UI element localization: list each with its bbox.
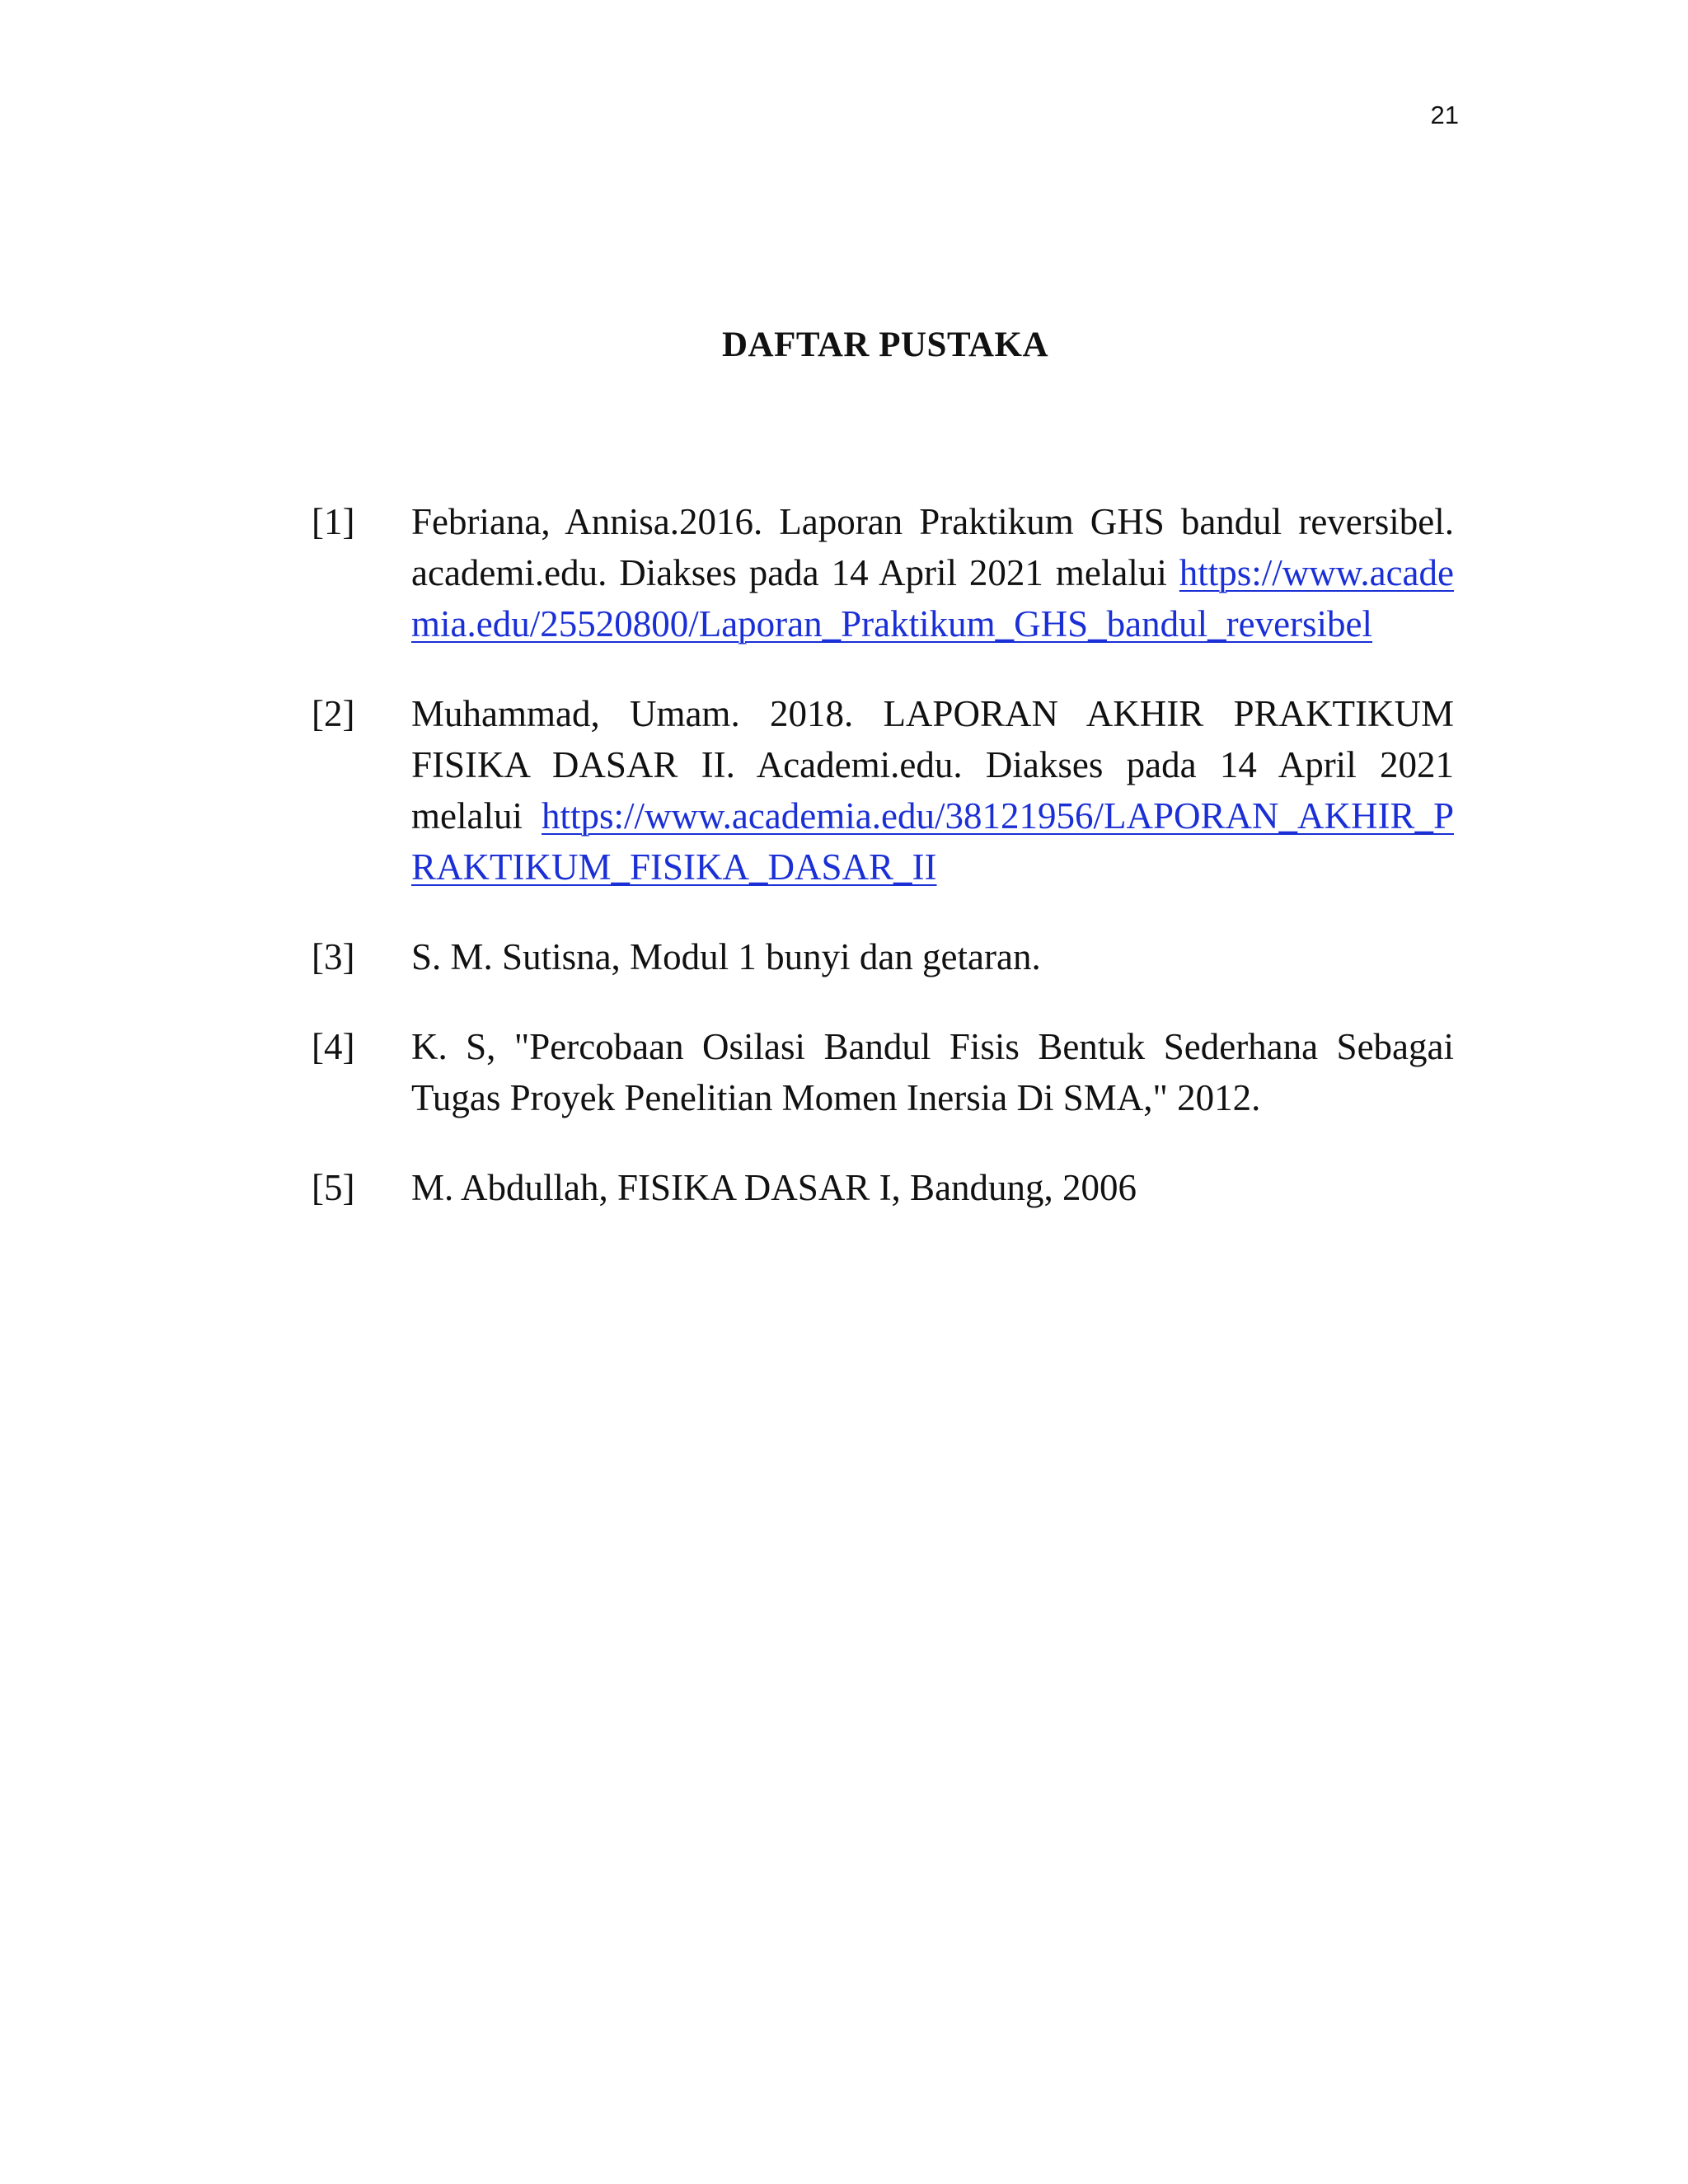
reference-text: Muhammad, Umam. 2018. LAPORAN AKHIR PRAKTIKUM FISIKA DASAR II. Academi.edu. Diakses pada 14 April 2021 melalui <box>411 693 1454 837</box>
reference-text: S. M. Sutisna, Modul 1 bunyi dan getaran. <box>411 936 1041 977</box>
reference-number: [3] <box>312 936 355 977</box>
reference-body <box>411 1021 1454 1123</box>
reference-list <box>312 496 1454 1252</box>
reference-number: [2] <box>312 693 355 734</box>
reference-number: [1] <box>312 501 355 542</box>
reference-text: M. Abdullah, FISIKA DASAR I, Bandung, 2006 <box>411 1167 1137 1208</box>
reference-body <box>411 688 1454 893</box>
reference-link[interactable]: https://www.academia.edu/25520800/Laporan_Praktikum_GHS_bandul_reversibel <box>411 552 1455 644</box>
reference-item <box>312 931 1454 982</box>
reference-item <box>312 1021 1454 1123</box>
reference-item <box>312 1162 1454 1213</box>
reference-text: K. S, "Percobaan Osilasi Bandul Fisis Bentuk Sederhana Sebagai Tugas Proyek Penelitian Momen Inersia Di SMA," 2012. <box>411 1026 1454 1118</box>
page-title: DAFTAR PUSTAKA <box>722 326 1048 364</box>
reference-body <box>411 1162 1454 1213</box>
reference-item <box>312 496 1454 649</box>
reference-body <box>411 496 1454 649</box>
reference-text: Febriana, Annisa.2016. Laporan Praktikum GHS bandul reversibel. academi.edu. Diakses pada 14 April 2021 melalui <box>411 501 1454 593</box>
reference-link[interactable]: https://www.academia.edu/38121956/LAPORAN_AKHIR_PRAKTIKUM_FISIKA_DASAR_II <box>411 795 1454 888</box>
page-number: 21 <box>1430 101 1459 129</box>
reference-item <box>312 688 1454 893</box>
reference-body <box>411 931 1454 982</box>
reference-number: [4] <box>312 1026 355 1067</box>
reference-number: [5] <box>312 1167 355 1208</box>
